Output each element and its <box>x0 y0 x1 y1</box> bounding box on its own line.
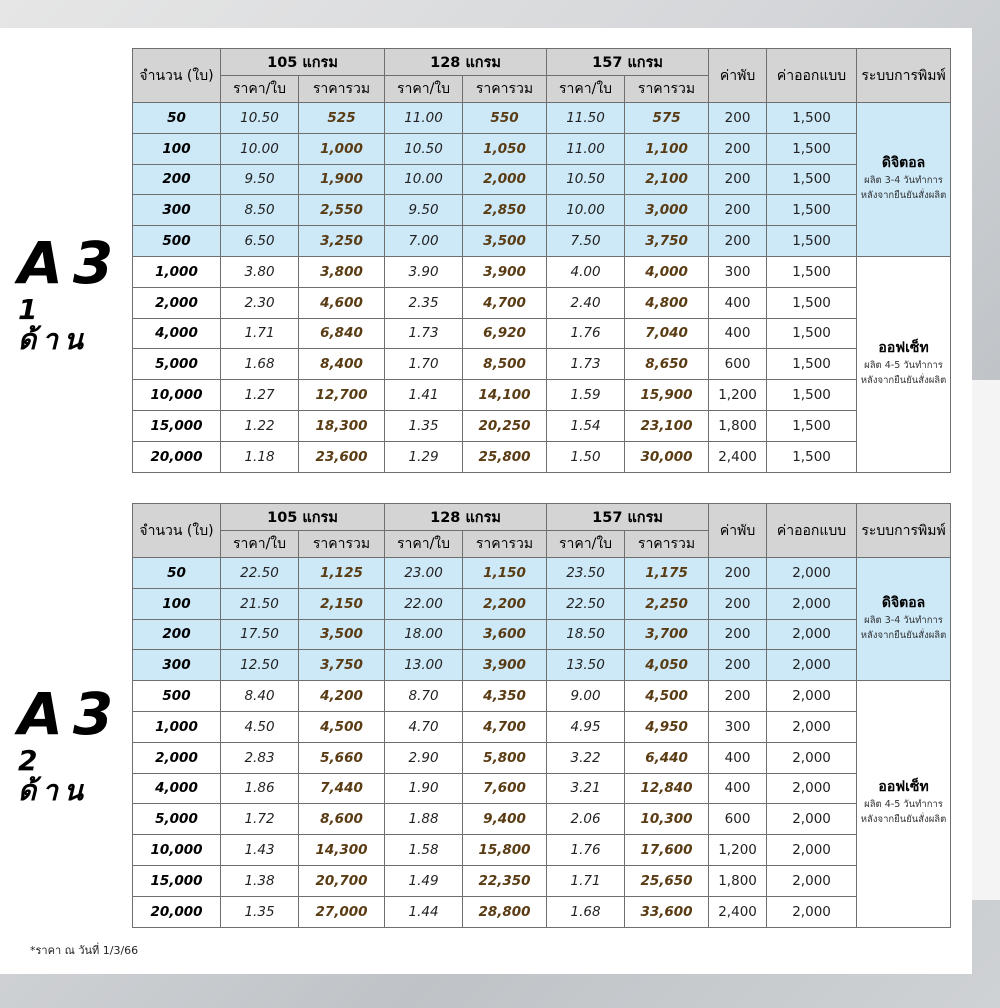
total-price-cell: 30,000 <box>625 441 709 472</box>
price-per-sheet-cell: 1.38 <box>221 865 299 896</box>
quantity-cell: 100 <box>133 588 221 619</box>
fold-fee-cell: 200 <box>709 558 767 589</box>
design-fee-cell: 1,500 <box>767 287 857 318</box>
design-fee-cell: 2,000 <box>767 865 857 896</box>
total-price-cell: 1,000 <box>299 133 385 164</box>
header-print-system: ระบบการพิมพ์ <box>857 49 951 103</box>
production-condition-note: หลังจากยืนยันสั่งผลิต <box>860 629 947 641</box>
price-per-sheet-cell: 3.80 <box>221 256 299 287</box>
design-fee-cell: 2,000 <box>767 558 857 589</box>
price-per-sheet-cell: 1.44 <box>385 896 463 927</box>
production-condition-note: หลังจากยืนยันสั่งผลิต <box>860 814 947 826</box>
total-price-cell: 3,900 <box>463 650 547 681</box>
price-per-sheet-cell: 13.50 <box>547 650 625 681</box>
total-price-cell: 6,920 <box>463 318 547 349</box>
price-per-sheet-cell: 18.00 <box>385 619 463 650</box>
fold-fee-cell: 1,200 <box>709 835 767 866</box>
design-fee-cell: 1,500 <box>767 349 857 380</box>
table-body <box>133 103 951 473</box>
fold-fee-cell: 200 <box>709 588 767 619</box>
total-price-cell: 3,700 <box>625 619 709 650</box>
fold-fee-cell: 200 <box>709 133 767 164</box>
design-fee-cell: 2,000 <box>767 804 857 835</box>
header-paper-weight: 105 แกรม <box>221 49 385 76</box>
price-table-a3-2-side <box>132 503 951 928</box>
table-row <box>133 256 951 287</box>
header-paper-weight: 157 แกรม <box>547 49 709 76</box>
total-price-cell: 28,800 <box>463 896 547 927</box>
price-per-sheet-cell: 9.50 <box>385 195 463 226</box>
header-paper-weight: 157 แกรม <box>547 504 709 531</box>
quantity-cell: 20,000 <box>133 896 221 927</box>
header-fold-fee: ค่าพับ <box>709 504 767 558</box>
table-row <box>133 349 951 380</box>
design-fee-cell: 1,500 <box>767 410 857 441</box>
header-design-fee: ค่าออกแบบ <box>767 49 857 103</box>
price-per-sheet-cell: 17.50 <box>221 619 299 650</box>
print-system-name: ดิจิตอล <box>881 594 926 611</box>
price-per-sheet-cell: 11.00 <box>547 133 625 164</box>
price-per-sheet-cell: 7.00 <box>385 226 463 257</box>
production-time-note: ผลิต 4-5 วันทำการ <box>864 799 943 811</box>
total-price-cell: 2,250 <box>625 588 709 619</box>
header-price-per-sheet: ราคา/ใบ <box>221 531 299 558</box>
total-price-cell: 14,300 <box>299 835 385 866</box>
price-per-sheet-cell: 1.54 <box>547 410 625 441</box>
price-per-sheet-cell: 1.50 <box>547 441 625 472</box>
design-fee-cell: 1,500 <box>767 441 857 472</box>
total-price-cell: 15,900 <box>625 380 709 411</box>
total-price-cell: 8,600 <box>299 804 385 835</box>
total-price-cell: 25,800 <box>463 441 547 472</box>
price-per-sheet-cell: 1.18 <box>221 441 299 472</box>
total-price-cell: 3,750 <box>625 226 709 257</box>
total-price-cell: 2,150 <box>299 588 385 619</box>
design-fee-cell: 1,500 <box>767 318 857 349</box>
total-price-cell: 33,600 <box>625 896 709 927</box>
production-condition-note: หลังจากยืนยันสั่งผลิต <box>860 374 947 386</box>
design-fee-cell: 2,000 <box>767 835 857 866</box>
total-price-cell: 2,200 <box>463 588 547 619</box>
table-row <box>133 588 951 619</box>
price-per-sheet-cell: 1.90 <box>385 773 463 804</box>
total-price-cell: 2,550 <box>299 195 385 226</box>
design-fee-cell: 2,000 <box>767 619 857 650</box>
fold-fee-cell: 400 <box>709 287 767 318</box>
production-condition-note: หลังจากยืนยันสั่งผลิต <box>860 189 947 201</box>
total-price-cell: 4,200 <box>299 681 385 712</box>
price-per-sheet-cell: 1.29 <box>385 441 463 472</box>
total-price-cell: 3,500 <box>299 619 385 650</box>
quantity-cell: 15,000 <box>133 410 221 441</box>
quantity-cell: 300 <box>133 650 221 681</box>
fold-fee-cell: 1,200 <box>709 380 767 411</box>
quantity-cell: 200 <box>133 164 221 195</box>
design-fee-cell: 1,500 <box>767 164 857 195</box>
fold-fee-cell: 200 <box>709 195 767 226</box>
price-per-sheet-cell: 22.00 <box>385 588 463 619</box>
price-per-sheet-cell: 1.76 <box>547 318 625 349</box>
design-fee-cell: 2,000 <box>767 896 857 927</box>
quantity-cell: 50 <box>133 103 221 134</box>
quantity-cell: 1,000 <box>133 711 221 742</box>
price-per-sheet-cell: 1.72 <box>221 804 299 835</box>
price-per-sheet-cell: 2.90 <box>385 742 463 773</box>
paper-size-label: A3 <box>18 229 124 297</box>
table-row <box>133 287 951 318</box>
fold-fee-cell: 200 <box>709 226 767 257</box>
header-total-price: ราคารวม <box>463 531 547 558</box>
price-per-sheet-cell: 9.00 <box>547 681 625 712</box>
total-price-cell: 7,040 <box>625 318 709 349</box>
fold-fee-cell: 400 <box>709 773 767 804</box>
header-price-per-sheet: ราคา/ใบ <box>221 76 299 103</box>
price-per-sheet-cell: 1.58 <box>385 835 463 866</box>
quantity-cell: 5,000 <box>133 804 221 835</box>
price-per-sheet-cell: 6.50 <box>221 226 299 257</box>
total-price-cell: 4,500 <box>299 711 385 742</box>
total-price-cell: 1,900 <box>299 164 385 195</box>
total-price-cell: 14,100 <box>463 380 547 411</box>
side-label-a3-2-side <box>18 680 128 807</box>
price-per-sheet-cell: 2.40 <box>547 287 625 318</box>
total-price-cell: 1,150 <box>463 558 547 589</box>
price-per-sheet-cell: 1.35 <box>385 410 463 441</box>
table-row <box>133 380 951 411</box>
price-per-sheet-cell: 1.68 <box>547 896 625 927</box>
fold-fee-cell: 600 <box>709 804 767 835</box>
total-price-cell: 1,050 <box>463 133 547 164</box>
production-time-note: ผลิต 4-5 วันทำการ <box>864 359 943 371</box>
header-paper-weight: 128 แกรม <box>385 504 547 531</box>
print-system-offset <box>857 681 951 927</box>
design-fee-cell: 2,000 <box>767 742 857 773</box>
price-per-sheet-cell: 4.50 <box>221 711 299 742</box>
quantity-cell: 100 <box>133 133 221 164</box>
price-per-sheet-cell: 1.88 <box>385 804 463 835</box>
total-price-cell: 2,850 <box>463 195 547 226</box>
quantity-cell: 300 <box>133 195 221 226</box>
total-price-cell: 4,800 <box>625 287 709 318</box>
quantity-cell: 2,000 <box>133 742 221 773</box>
total-price-cell: 1,100 <box>625 133 709 164</box>
fold-fee-cell: 200 <box>709 164 767 195</box>
fold-fee-cell: 2,400 <box>709 896 767 927</box>
table-row <box>133 711 951 742</box>
design-fee-cell: 2,000 <box>767 711 857 742</box>
fold-fee-cell: 300 <box>709 256 767 287</box>
price-per-sheet-cell: 1.86 <box>221 773 299 804</box>
total-price-cell: 8,500 <box>463 349 547 380</box>
quantity-cell: 500 <box>133 226 221 257</box>
price-per-sheet-cell: 2.35 <box>385 287 463 318</box>
quantity-cell: 15,000 <box>133 865 221 896</box>
price-per-sheet-cell: 1.49 <box>385 865 463 896</box>
price-per-sheet-cell: 1.27 <box>221 380 299 411</box>
print-system-digital <box>857 558 951 681</box>
price-per-sheet-cell: 1.22 <box>221 410 299 441</box>
price-per-sheet-cell: 23.00 <box>385 558 463 589</box>
total-price-cell: 22,350 <box>463 865 547 896</box>
price-per-sheet-cell: 12.50 <box>221 650 299 681</box>
production-time-note: ผลิต 3-4 วันทำการ <box>864 174 943 186</box>
table-row <box>133 773 951 804</box>
print-system-offset <box>857 256 951 472</box>
total-price-cell: 3,600 <box>463 619 547 650</box>
header-total-price: ราคารวม <box>299 531 385 558</box>
price-per-sheet-cell: 10.50 <box>547 164 625 195</box>
quantity-cell: 50 <box>133 558 221 589</box>
design-fee-cell: 1,500 <box>767 103 857 134</box>
total-price-cell: 575 <box>625 103 709 134</box>
design-fee-cell: 2,000 <box>767 588 857 619</box>
table-row <box>133 896 951 927</box>
total-price-cell: 9,400 <box>463 804 547 835</box>
fold-fee-cell: 200 <box>709 650 767 681</box>
price-table-a3-1-side <box>132 48 951 473</box>
price-per-sheet-cell: 1.41 <box>385 380 463 411</box>
header-price-per-sheet: ราคา/ใบ <box>385 531 463 558</box>
total-price-cell: 550 <box>463 103 547 134</box>
quantity-cell: 20,000 <box>133 441 221 472</box>
price-per-sheet-cell: 13.00 <box>385 650 463 681</box>
total-price-cell: 17,600 <box>625 835 709 866</box>
price-per-sheet-cell: 7.50 <box>547 226 625 257</box>
price-per-sheet-cell: 1.71 <box>547 865 625 896</box>
fold-fee-cell: 2,400 <box>709 441 767 472</box>
total-price-cell: 15,800 <box>463 835 547 866</box>
quantity-cell: 500 <box>133 681 221 712</box>
price-per-sheet-cell: 4.95 <box>547 711 625 742</box>
table-row <box>133 650 951 681</box>
total-price-cell: 20,250 <box>463 410 547 441</box>
price-per-sheet-cell: 8.40 <box>221 681 299 712</box>
price-per-sheet-cell: 22.50 <box>547 588 625 619</box>
quantity-cell: 200 <box>133 619 221 650</box>
design-fee-cell: 2,000 <box>767 773 857 804</box>
design-fee-cell: 2,000 <box>767 650 857 681</box>
table-row <box>133 619 951 650</box>
price-per-sheet-cell: 8.50 <box>221 195 299 226</box>
print-sides-label: 1 ด้าน <box>18 293 90 356</box>
header-price-per-sheet: ราคา/ใบ <box>385 76 463 103</box>
fold-fee-cell: 400 <box>709 318 767 349</box>
quantity-cell: 10,000 <box>133 835 221 866</box>
print-system-name: ออฟเซ็ท <box>878 339 929 356</box>
header-fold-fee: ค่าพับ <box>709 49 767 103</box>
total-price-cell: 8,650 <box>625 349 709 380</box>
design-fee-cell: 1,500 <box>767 195 857 226</box>
side-label-a3-1-side <box>18 229 128 356</box>
price-per-sheet-cell: 1.70 <box>385 349 463 380</box>
header-total-price: ราคารวม <box>463 76 547 103</box>
quantity-cell: 10,000 <box>133 380 221 411</box>
total-price-cell: 5,800 <box>463 742 547 773</box>
print-system-name: ดิจิตอล <box>881 154 926 171</box>
price-per-sheet-cell: 1.73 <box>547 349 625 380</box>
header-price-per-sheet: ราคา/ใบ <box>547 531 625 558</box>
price-sheet <box>0 28 972 974</box>
header-paper-weight: 128 แกรม <box>385 49 547 76</box>
price-per-sheet-cell: 3.90 <box>385 256 463 287</box>
price-per-sheet-cell: 1.73 <box>385 318 463 349</box>
fold-fee-cell: 300 <box>709 711 767 742</box>
table-row <box>133 742 951 773</box>
table-row <box>133 865 951 896</box>
quantity-cell: 4,000 <box>133 773 221 804</box>
fold-fee-cell: 200 <box>709 103 767 134</box>
fold-fee-cell: 200 <box>709 681 767 712</box>
design-fee-cell: 2,000 <box>767 681 857 712</box>
table-row <box>133 133 951 164</box>
table-row <box>133 681 951 712</box>
header-total-price: ราคารวม <box>299 76 385 103</box>
price-per-sheet-cell: 1.35 <box>221 896 299 927</box>
total-price-cell: 4,700 <box>463 287 547 318</box>
fold-fee-cell: 1,800 <box>709 410 767 441</box>
fold-fee-cell: 400 <box>709 742 767 773</box>
header-paper-weight: 105 แกรม <box>221 504 385 531</box>
price-per-sheet-cell: 1.76 <box>547 835 625 866</box>
table-body <box>133 558 951 928</box>
table-row <box>133 195 951 226</box>
design-fee-cell: 1,500 <box>767 256 857 287</box>
total-price-cell: 3,750 <box>299 650 385 681</box>
price-per-sheet-cell: 1.71 <box>221 318 299 349</box>
total-price-cell: 27,000 <box>299 896 385 927</box>
fold-fee-cell: 200 <box>709 619 767 650</box>
total-price-cell: 23,100 <box>625 410 709 441</box>
table-row <box>133 103 951 134</box>
total-price-cell: 20,700 <box>299 865 385 896</box>
fold-fee-cell: 600 <box>709 349 767 380</box>
quantity-cell: 2,000 <box>133 287 221 318</box>
total-price-cell: 4,950 <box>625 711 709 742</box>
total-price-cell: 6,440 <box>625 742 709 773</box>
table-row <box>133 226 951 257</box>
table-row <box>133 318 951 349</box>
total-price-cell: 12,700 <box>299 380 385 411</box>
total-price-cell: 3,500 <box>463 226 547 257</box>
price-per-sheet-cell: 2.83 <box>221 742 299 773</box>
total-price-cell: 2,000 <box>463 164 547 195</box>
total-price-cell: 5,660 <box>299 742 385 773</box>
price-per-sheet-cell: 18.50 <box>547 619 625 650</box>
fold-fee-cell: 1,800 <box>709 865 767 896</box>
table-header <box>133 504 951 558</box>
total-price-cell: 4,350 <box>463 681 547 712</box>
price-per-sheet-cell: 2.06 <box>547 804 625 835</box>
price-per-sheet-cell: 2.30 <box>221 287 299 318</box>
total-price-cell: 4,000 <box>625 256 709 287</box>
quantity-cell: 1,000 <box>133 256 221 287</box>
total-price-cell: 3,250 <box>299 226 385 257</box>
design-fee-cell: 1,500 <box>767 133 857 164</box>
price-per-sheet-cell: 1.68 <box>221 349 299 380</box>
price-per-sheet-cell: 3.22 <box>547 742 625 773</box>
price-per-sheet-cell: 1.43 <box>221 835 299 866</box>
total-price-cell: 12,840 <box>625 773 709 804</box>
price-per-sheet-cell: 4.00 <box>547 256 625 287</box>
total-price-cell: 4,700 <box>463 711 547 742</box>
total-price-cell: 1,175 <box>625 558 709 589</box>
price-per-sheet-cell: 3.21 <box>547 773 625 804</box>
total-price-cell: 4,600 <box>299 287 385 318</box>
design-fee-cell: 1,500 <box>767 226 857 257</box>
price-per-sheet-cell: 22.50 <box>221 558 299 589</box>
header-row <box>133 49 951 76</box>
print-sides-label: 2 ด้าน <box>18 744 90 807</box>
total-price-cell: 4,050 <box>625 650 709 681</box>
design-fee-cell: 1,500 <box>767 380 857 411</box>
header-quantity: จำนวน (ใบ) <box>133 504 221 558</box>
total-price-cell: 4,500 <box>625 681 709 712</box>
price-per-sheet-cell: 10.00 <box>385 164 463 195</box>
print-system-name: ออฟเซ็ท <box>878 779 929 796</box>
price-per-sheet-cell: 10.00 <box>547 195 625 226</box>
total-price-cell: 7,600 <box>463 773 547 804</box>
table-row <box>133 410 951 441</box>
table-header <box>133 49 951 103</box>
header-total-price: ราคารวม <box>625 76 709 103</box>
total-price-cell: 3,000 <box>625 195 709 226</box>
price-per-sheet-cell: 23.50 <box>547 558 625 589</box>
total-price-cell: 2,100 <box>625 164 709 195</box>
total-price-cell: 1,125 <box>299 558 385 589</box>
total-price-cell: 18,300 <box>299 410 385 441</box>
price-per-sheet-cell: 8.70 <box>385 681 463 712</box>
total-price-cell: 525 <box>299 103 385 134</box>
header-row <box>133 504 951 531</box>
total-price-cell: 10,300 <box>625 804 709 835</box>
price-per-sheet-cell: 10.50 <box>221 103 299 134</box>
total-price-cell: 23,600 <box>299 441 385 472</box>
paper-size-label: A3 <box>18 680 124 748</box>
table-row <box>133 164 951 195</box>
header-print-system: ระบบการพิมพ์ <box>857 504 951 558</box>
print-system-digital <box>857 103 951 257</box>
price-per-sheet-cell: 1.59 <box>547 380 625 411</box>
table-row <box>133 441 951 472</box>
quantity-cell: 5,000 <box>133 349 221 380</box>
price-per-sheet-cell: 11.50 <box>547 103 625 134</box>
price-per-sheet-cell: 11.00 <box>385 103 463 134</box>
header-design-fee: ค่าออกแบบ <box>767 504 857 558</box>
quantity-cell: 4,000 <box>133 318 221 349</box>
header-quantity: จำนวน (ใบ) <box>133 49 221 103</box>
production-time-note: ผลิต 3-4 วันทำการ <box>864 614 943 626</box>
price-date-footnote: *ราคา ณ วันที่ 1/3/66 <box>30 944 139 957</box>
total-price-cell: 3,900 <box>463 256 547 287</box>
price-per-sheet-cell: 10.00 <box>221 133 299 164</box>
total-price-cell: 3,800 <box>299 256 385 287</box>
total-price-cell: 25,650 <box>625 865 709 896</box>
table-row <box>133 835 951 866</box>
header-total-price: ราคารวม <box>625 531 709 558</box>
table-row <box>133 804 951 835</box>
price-per-sheet-cell: 4.70 <box>385 711 463 742</box>
price-per-sheet-cell: 21.50 <box>221 588 299 619</box>
total-price-cell: 6,840 <box>299 318 385 349</box>
price-per-sheet-cell: 9.50 <box>221 164 299 195</box>
total-price-cell: 8,400 <box>299 349 385 380</box>
header-price-per-sheet: ราคา/ใบ <box>547 76 625 103</box>
table-row <box>133 558 951 589</box>
total-price-cell: 7,440 <box>299 773 385 804</box>
price-per-sheet-cell: 10.50 <box>385 133 463 164</box>
